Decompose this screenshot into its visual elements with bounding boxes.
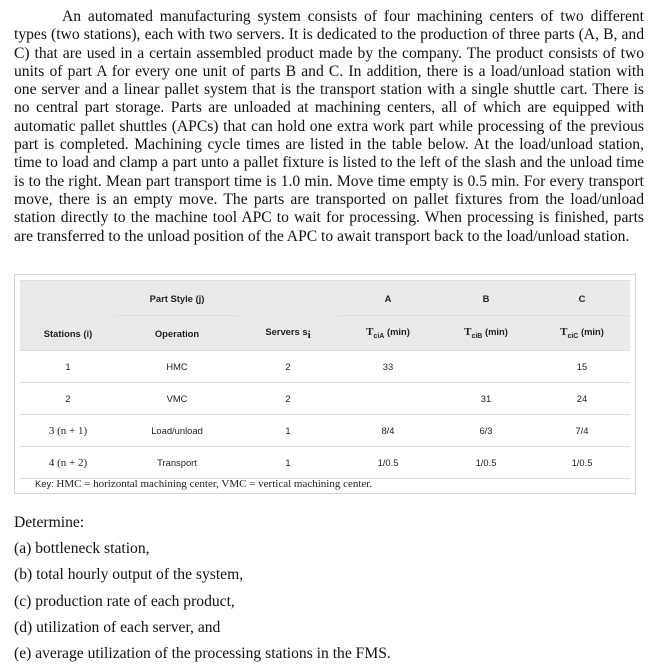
cell-time-c: 24	[534, 383, 630, 415]
header-tcib: $T_{ciB}$ (min)	[438, 316, 534, 351]
question-item: (e) average utilization of the processing stations in the FMS.	[14, 645, 391, 663]
table-key	[35, 478, 372, 490]
header-stations: Stations (i)	[20, 316, 116, 351]
table-row	[20, 447, 630, 479]
table-row	[20, 415, 630, 447]
header-part-a: A	[338, 281, 438, 316]
header-servers: Servers $s_i$	[238, 316, 338, 351]
cell-station: 1	[20, 351, 116, 383]
question-item: (d) utilization of each server, and	[14, 618, 221, 636]
cell-time-b: 1/0.5	[438, 447, 534, 479]
header-operation: Operation	[116, 316, 238, 351]
cell-servers: 2	[238, 383, 338, 415]
problem-statement: An automated manufacturing system consists of four machining centers of two different types (two stations), each with two servers. It is dedicated to the production of three parts (A, B, and C) that are used in a certain assembled product made by the company. The product consists of two units of part A for every one unit of parts B and C. In addition, there is a load/unload station with one server and a linear pallet system that is the transport station with a single shuttle cart. There is no central part storage. Parts are unloaded at machining centers, all of which are equipped with automatic pallet shuttles (APCs) that can hold one extra work part while processing of the previous part is completed. Machining cycle times are listed in the table below. At the load/unload station, time to load and clamp a part unto a pallet fixture is listed to the left of the slash and the unload time is to the right. Mean part transport time is 1.0 min. Move time empty is 0.5 min. For every transport move, there is an empty move. The parts are transported on pallet fixtures from the load/unload station directly to the machine tool APC to wait for processing. When processing is finished, parts are transferred to the unload position of the APC to await transport back to the load/unload station.	[14, 8, 644, 245]
header-part-b: B	[438, 281, 534, 316]
key-label: Key:	[35, 478, 57, 489]
cell-station: 2	[20, 383, 116, 415]
table-header-row-1	[20, 281, 630, 316]
key-text: HMC = horizontal machining center, VMC = vertical machining center.	[56, 478, 373, 490]
cell-time-a: 1/0.5	[338, 447, 438, 479]
cell-time-c: 15	[534, 351, 630, 383]
cell-servers: 1	[238, 415, 338, 447]
table-row	[20, 383, 630, 415]
cell-servers: 1	[238, 447, 338, 479]
question-item: (c) production rate of each product,	[14, 592, 235, 610]
cell-time-b: 31	[438, 383, 534, 415]
header-tcic: $T_{ciC}$ (min)	[534, 316, 630, 351]
cell-operation: Transport	[116, 447, 238, 479]
cell-operation: VMC	[116, 383, 238, 415]
determine-heading: Determine:	[14, 514, 85, 531]
cell-time-c: 1/0.5	[534, 447, 630, 479]
cell-time-b	[438, 351, 534, 383]
table-row	[20, 351, 630, 383]
cell-operation: Load/unload	[116, 415, 238, 447]
cell-operation: HMC	[116, 351, 238, 383]
cell-time-b: 6/3	[438, 415, 534, 447]
cell-servers: 2	[238, 351, 338, 383]
cell-time-a: 8/4	[338, 415, 438, 447]
cell-time-a: 33	[338, 351, 438, 383]
header-tcia: $T_{ciA}$ (min)	[338, 316, 438, 351]
cell-station: 3 (n + 1)	[20, 415, 116, 447]
cell-time-a	[338, 383, 438, 415]
cell-time-c: 7/4	[534, 415, 630, 447]
cycle-time-table	[20, 280, 630, 479]
questions-section	[14, 510, 644, 667]
header-blank-cell	[238, 281, 338, 316]
header-blank-cell	[20, 281, 116, 316]
table-header-row-2	[20, 316, 630, 351]
data-table-panel	[14, 274, 636, 494]
question-item: (b) total hourly output of the system,	[14, 566, 244, 584]
header-part-c: C	[534, 281, 630, 316]
header-part-style: Part Style (j)	[116, 281, 238, 316]
cell-station: 4 (n + 2)	[20, 447, 116, 479]
question-item: (a) bottleneck station,	[14, 540, 150, 558]
